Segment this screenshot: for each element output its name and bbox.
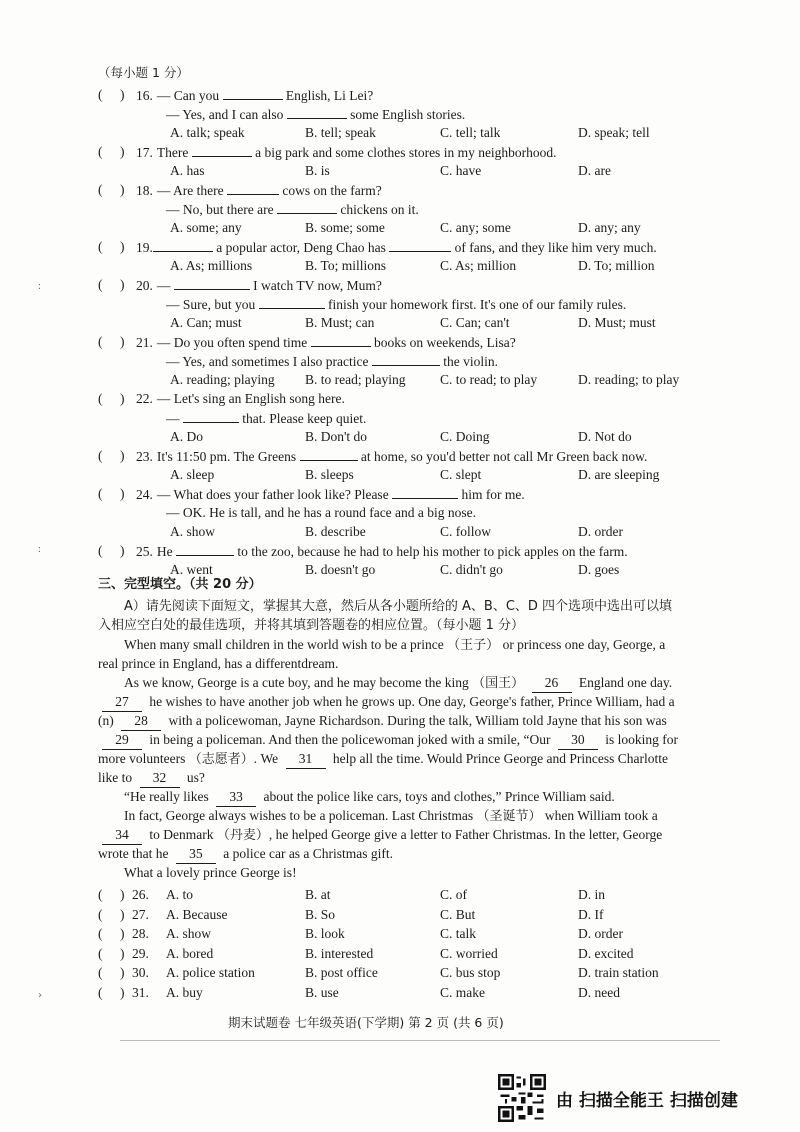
passage-text: with a policewoman, Jayne Richardson. During the talk, William told Jayne that his son was — [165, 713, 667, 728]
passage-text: when William took a — [541, 808, 658, 823]
question-stem-line — [98, 86, 373, 105]
question-number: 19. — [136, 240, 153, 255]
option-d: D. speak; tell — [578, 125, 650, 140]
passage-text: us? — [183, 770, 205, 785]
stem-text: English, Li Lei? — [282, 88, 374, 103]
passage-line — [98, 655, 338, 673]
option-b: B. Must; can — [305, 315, 375, 330]
passage-text: or princess one day, George, a — [499, 637, 666, 652]
option-b: B. tell; speak — [305, 125, 376, 140]
question-number: 24. — [136, 487, 153, 502]
stem-text: to the zoo, because he had to help his mother to pick apples on the farm. — [234, 544, 628, 559]
passage-text: is looking for — [601, 732, 679, 747]
cloze-question-row — [98, 886, 149, 904]
cloze-question-row — [98, 925, 149, 943]
question-number: 27. — [132, 906, 149, 922]
answer-blank — [227, 181, 279, 195]
passage-line — [98, 826, 662, 845]
cloze-blank-29: 29 — [102, 731, 142, 750]
question-number: 20. — [136, 278, 153, 293]
question-stem-line — [98, 276, 382, 295]
option-d: D. Not do — [578, 429, 632, 444]
passage-text: England one day. — [575, 675, 673, 690]
cloze-blank-31: 31 — [286, 750, 326, 769]
question-stem-line — [166, 200, 419, 219]
option-b: B. look — [305, 926, 345, 942]
option-c: C. to read; to play — [440, 372, 538, 387]
answer-blank — [287, 105, 347, 119]
question-number: 29. — [132, 945, 149, 961]
passage-line — [98, 845, 393, 864]
cloze-question-row — [98, 984, 149, 1002]
passage-text: In fact, George always wishes to be a policeman. Last Christmas — [124, 808, 477, 823]
question-number: 16. — [136, 88, 153, 103]
question-stem-line — [98, 333, 516, 352]
stem-text: — — [156, 278, 174, 293]
stem-text: that. Please keep quiet. — [238, 411, 367, 426]
passage-text: , he helped George give a letter to Father Christmas. In the letter, George — [268, 827, 663, 842]
cloze-blank-28: 28 — [121, 712, 161, 731]
stem-text: — No, but there are — [166, 202, 277, 217]
passage-line — [124, 636, 665, 655]
option-b: B. sleeps — [305, 467, 354, 482]
stem-text: of fans, and they like him very much. — [451, 240, 657, 255]
option-a: A. has — [170, 163, 205, 178]
option-d: D. in — [578, 887, 605, 902]
option-c: C. didn't go — [440, 562, 503, 577]
option-d: D. are — [578, 163, 611, 178]
option-c: C. bus stop — [440, 965, 501, 981]
passage-text: help all the time. Would Prince George and Princess Charlotte — [329, 751, 668, 766]
passage-text: wrote that he — [98, 846, 172, 861]
option-c: C. of — [440, 887, 467, 902]
question-stem-line — [98, 143, 557, 162]
option-d: D. excited — [578, 945, 634, 961]
option-b: B. To; millions — [305, 258, 386, 273]
stem-text: It's 11:50 pm. The Greens — [156, 449, 300, 464]
question-number: 26. — [132, 887, 149, 902]
cloze-question-row — [98, 964, 149, 982]
stem-text: — What does your father look like? Please — [156, 487, 393, 502]
passage-line — [124, 788, 615, 807]
stem-text: — Can you — [156, 88, 223, 103]
answer-blank — [174, 276, 250, 290]
question-stem-line — [166, 105, 465, 124]
option-d: D. any; any — [578, 220, 641, 235]
answer-blank — [277, 200, 337, 214]
stem-text: He — [156, 544, 176, 559]
option-a: A. sleep — [170, 467, 215, 482]
cloze-blank-33: 33 — [216, 788, 256, 807]
question-number: 18. — [136, 183, 153, 198]
option-b: B. to read; playing — [305, 372, 406, 387]
chinese-gloss: （国王） — [472, 676, 525, 691]
passage-text: When many small children in the world wish to be a prince — [124, 637, 448, 652]
option-a: A. talk; speak — [170, 125, 245, 140]
answer-blank — [223, 86, 283, 100]
question-number: 31. — [132, 985, 149, 1000]
option-d: D. If — [578, 906, 604, 922]
stem-text: some English stories. — [346, 107, 466, 122]
passage-line — [124, 807, 658, 826]
question-stem-line — [98, 447, 647, 466]
cloze-question-row — [98, 945, 149, 963]
passage-text: As we know, George is a cute boy, and he may become the king — [124, 675, 473, 690]
question-number: 30. — [132, 965, 149, 981]
passage-line — [124, 864, 297, 882]
passage-line — [98, 712, 667, 731]
option-b: B. So — [305, 906, 336, 922]
option-d: D. are sleeping — [578, 467, 660, 482]
stem-text: — OK. He is tall, and he has a round face and a big nose. — [166, 505, 477, 520]
stem-text: — Yes, and sometimes I also practice — [166, 354, 372, 369]
option-c: C. make — [440, 985, 485, 1000]
stem-text: chickens on it. — [336, 202, 419, 217]
option-c: C. have — [440, 163, 482, 178]
answer-blank — [311, 333, 371, 347]
cloze-blank-34: 34 — [102, 826, 142, 845]
passage-text: to Denmark — [146, 827, 217, 842]
passage-text: a police car as a Christmas gift. — [219, 846, 394, 861]
cloze-blank-32: 32 — [140, 769, 180, 788]
question-stem-line — [98, 181, 382, 200]
option-c: C. But — [440, 906, 476, 922]
section-note: （每小题 1 分） — [98, 65, 189, 80]
question-stem-line — [166, 409, 366, 428]
option-d: D. To; million — [578, 258, 655, 273]
stem-text: the violin. — [439, 354, 498, 369]
option-a: A. Because — [166, 906, 228, 922]
question-number: 25. — [136, 544, 153, 559]
passage-text: he wishes to have another job when he grows up. One day, George's father, Prince William, had a — [146, 694, 675, 709]
stem-text: at home, so you'd better not call Mr Green back now. — [357, 449, 648, 464]
scan-mark: ∶ — [38, 545, 41, 556]
answer-blank — [300, 447, 358, 461]
option-a: A. Can; must — [170, 315, 242, 330]
option-d: D. Must; must — [578, 315, 656, 330]
option-b: B. doesn't go — [305, 562, 376, 577]
scan-mark: ∶ — [38, 282, 41, 293]
option-c: C. slept — [440, 467, 482, 482]
scan-mark: › — [38, 990, 42, 1001]
option-d: D. order — [578, 926, 623, 942]
passage-text: like to — [98, 770, 136, 785]
option-d: D. goes — [578, 562, 620, 577]
passage-text: “He really likes — [124, 789, 213, 804]
option-a: A. went — [170, 562, 213, 577]
cloze-instructions-line-2: 入相应空白处的最佳选项，并将其填到答题卷的相应位置。（每小题 1 分） — [98, 618, 525, 633]
stem-text: — Let's sing an English song here. — [156, 391, 345, 406]
option-d: D. reading; to play — [578, 372, 680, 387]
option-a: A. reading; playing — [170, 372, 275, 387]
option-a: A. show — [170, 524, 216, 539]
option-a: A. to — [166, 887, 193, 902]
option-b: B. some; some — [305, 220, 385, 235]
chinese-gloss: （王子） — [447, 638, 500, 653]
option-d: D. need — [578, 985, 620, 1000]
passage-line — [98, 693, 675, 712]
stem-text: — Yes, and I can also — [166, 107, 287, 122]
option-a: A. some; any — [170, 220, 242, 235]
option-d: D. order — [578, 524, 623, 539]
option-b: B. at — [305, 887, 331, 902]
option-c: C. follow — [440, 524, 492, 539]
chinese-gloss: （志愿者） — [188, 752, 254, 767]
cloze-question-row — [98, 906, 149, 924]
stem-text: cows on the farm? — [278, 183, 382, 198]
passage-text: real prince in England, has a differentdream. — [98, 656, 339, 671]
answer-blank — [372, 352, 440, 366]
passage-text: in being a policeman. And then the policewoman joked with a smile, “Our — [146, 732, 554, 747]
cloze-blank-26: 26 — [532, 674, 572, 693]
option-b: B. describe — [305, 524, 366, 539]
option-c: C. As; million — [440, 258, 517, 273]
question-stem-line — [98, 542, 628, 561]
stem-text: him for me. — [458, 487, 525, 502]
question-stem-line — [166, 295, 626, 314]
passage-text: . We — [253, 751, 282, 766]
passage-text: What a lovely prince George is! — [124, 865, 297, 880]
stem-text: There — [156, 145, 192, 160]
option-a: A. As; millions — [170, 258, 253, 273]
cloze-blank-27: 27 — [102, 693, 142, 712]
answer-blank — [183, 409, 239, 423]
option-a: A. bored — [166, 945, 214, 961]
chinese-gloss: （丹麦） — [216, 828, 269, 843]
stem-text: books on weekends, Lisa? — [370, 335, 516, 350]
option-b: B. use — [305, 985, 339, 1000]
question-number: 21. — [136, 335, 153, 350]
stem-text: a big park and some clothes stores in my neighborhood. — [251, 145, 557, 160]
option-a: A. police station — [166, 965, 255, 981]
stem-text: — Are there — [156, 183, 227, 198]
page-footer: 期末试题卷 七年级英语(下学期) 第 2 页 (共 6 页) — [228, 1015, 504, 1030]
stem-text: — — [166, 411, 183, 426]
passage-text: more volunteers — [98, 751, 189, 766]
answer-blank — [153, 238, 213, 252]
passage-line — [98, 750, 668, 769]
passage-line — [98, 769, 205, 788]
question-stem-line — [98, 238, 657, 257]
option-b: B. Don't do — [305, 429, 368, 444]
stem-text: — Do you often spend time — [156, 335, 311, 350]
answer-blank — [192, 143, 252, 157]
question-stem-line — [98, 390, 345, 408]
option-c: C. tell; talk — [440, 125, 501, 140]
option-c: C. any; some — [440, 220, 511, 235]
option-b: B. is — [305, 163, 330, 178]
question-number: 23. — [136, 449, 153, 464]
stem-text: finish your homework first. It's one of our family rules. — [324, 297, 627, 312]
option-c: C. Doing — [440, 429, 490, 444]
chinese-gloss: （圣诞节） — [476, 809, 542, 824]
answer-blank — [392, 485, 458, 499]
option-a: A. show — [166, 926, 212, 942]
answer-blank — [176, 542, 234, 556]
divider — [120, 1040, 720, 1041]
option-a: A. buy — [166, 985, 203, 1000]
stem-text: I watch TV now, Mum? — [249, 278, 382, 293]
question-number: 22. — [136, 391, 153, 406]
cloze-heading: 三、完型填空。（共 20 分） — [98, 577, 262, 592]
answer-blank — [389, 238, 451, 252]
option-c: C. talk — [440, 926, 476, 942]
question-stem-line — [166, 504, 476, 522]
stem-text: a popular actor, Deng Chao has — [212, 240, 390, 255]
question-stem-line — [98, 485, 525, 504]
passage-text: (n) — [98, 713, 118, 728]
passage-text: about the police like cars, toys and clothes,” Prince William said. — [260, 789, 615, 804]
cloze-blank-35: 35 — [176, 845, 216, 864]
scanner-watermark: 由 扫描全能王 扫描创建 — [556, 1091, 738, 1111]
passage-line — [124, 674, 672, 693]
cloze-blank-30: 30 — [558, 731, 598, 750]
option-b: B. interested — [305, 945, 374, 961]
cloze-instructions-line-1: A）请先阅读下面短文，掌握其大意，然后从各小题所给的 A、B、C、D 四个选项中选出可以填 — [124, 599, 673, 614]
passage-text — [524, 675, 527, 690]
question-number: 17. — [136, 145, 153, 160]
option-d: D. train station — [578, 965, 659, 981]
answer-blank — [259, 295, 325, 309]
qr-code-icon — [498, 1074, 546, 1122]
option-c: C. Can; can't — [440, 315, 510, 330]
passage-line — [98, 731, 678, 750]
question-stem-line — [166, 352, 498, 371]
stem-text: — Sure, but you — [166, 297, 259, 312]
option-c: C. worried — [440, 945, 498, 961]
option-a: A. Do — [170, 429, 203, 444]
question-number: 28. — [132, 926, 149, 942]
option-b: B. post office — [305, 965, 378, 981]
